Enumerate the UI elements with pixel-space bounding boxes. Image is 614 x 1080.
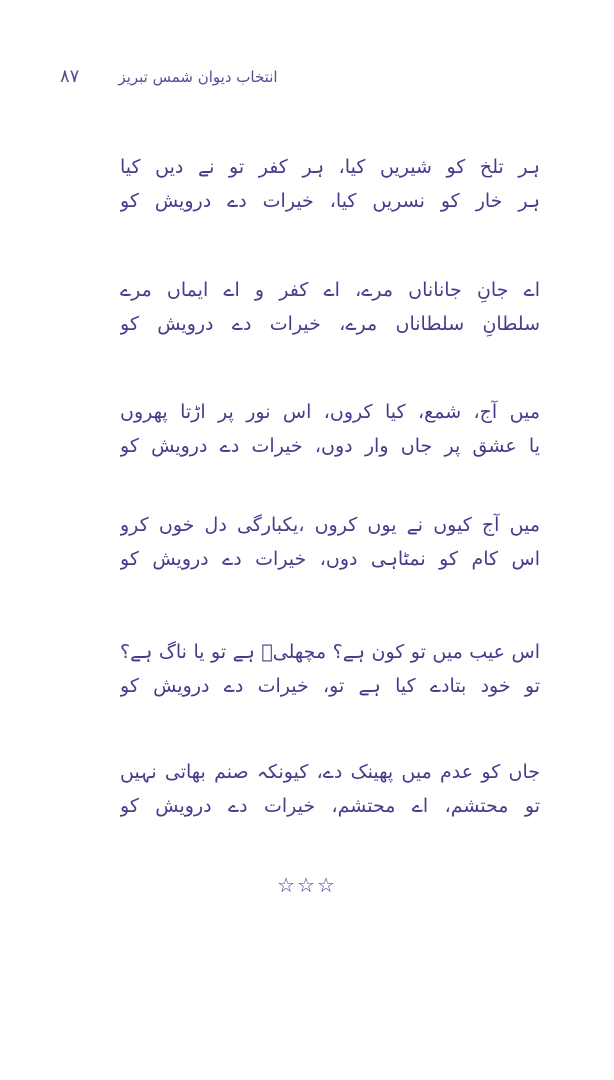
stanza	[120, 755, 540, 823]
verse-line: میں آج، شمع، کیا کروں، اس نور پر اڑتا پھروں	[120, 401, 540, 423]
verse-line: یا عشق پر جاں وار دوں، خیرات دے درویش کو	[120, 435, 540, 457]
stanza	[120, 150, 540, 218]
stanza	[120, 395, 540, 463]
verse-line: جاں کو عدم میں پھینک دے، کیونکہ صنم بھاتی نہیں	[120, 761, 540, 783]
running-title: انتخاب دیوان شمس تبریز	[118, 68, 278, 86]
verse-line: تو خود بتادے کیا ہے تو، خیرات دے درویش کو	[120, 675, 540, 697]
verse-line: ہر خار کو نسریں کیا، خیرات دے درویش کو	[120, 190, 540, 212]
verse-line: میں آج کیوں نے یوں کروں ،یکبارگی دل خوں کرو	[120, 514, 540, 536]
page-number: ۸۷	[60, 66, 80, 87]
section-separator-stars: ☆☆☆	[277, 873, 337, 897]
verse-line: اے جانِ جاناناں مرے، اے کفر و اے ایماں مرے	[120, 279, 540, 301]
verse-line: ہر تلخ کو شیریں کیا، ہر کفر تو نے دیں کیا	[120, 156, 540, 178]
stanza	[120, 508, 540, 576]
verse-line: اس عیب میں تو کون ہے؟ مچھلیؔ ہے تو یا ناگ ہے؟	[120, 641, 540, 663]
verse-line: سلطانِ سلطاناں مرے، خیرات دے درویش کو	[120, 313, 540, 335]
verse-line: اس کام کو نمٹاہی دوں، خیرات دے درویش کو	[120, 548, 540, 570]
stanza	[120, 273, 540, 341]
verse-line: تو محتشم، اے محتشم، خیرات دے درویش کو	[120, 795, 540, 817]
stanza	[120, 635, 540, 703]
